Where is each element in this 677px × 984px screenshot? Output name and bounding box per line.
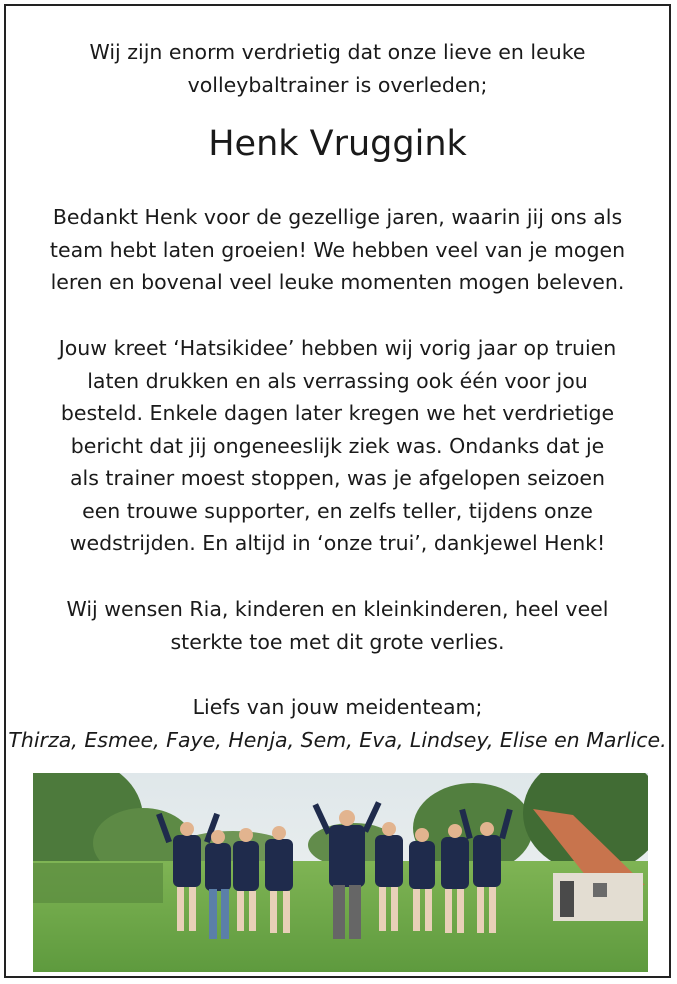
paragraph-line: sterkte toe met dit grote verlies. (170, 629, 505, 654)
story-paragraph (6, 332, 669, 560)
condolence-paragraph (6, 593, 669, 658)
paragraph-line: als trainer moest stoppen, was je afgelopen seizoen (69, 466, 606, 490)
paragraph-line: wedstrijden. En altijd in ‘onze trui’, dankjewel Henk! (69, 531, 606, 555)
paragraph-line: besteld. Enkele dagen later kregen we het verdrietige (60, 401, 615, 425)
closing-line: Liefs van jouw meidenteam; (192, 695, 483, 719)
intro-line: Wij zijn enorm verdrietig dat onze lieve en leuke (89, 40, 586, 64)
paragraph-line: Jouw kreet ‘Hatsikidee’ hebben wij vorig jaar op truien (58, 336, 617, 360)
intro-text (6, 36, 669, 101)
obituary-card (4, 4, 671, 978)
intro-line: volleybaltrainer is overleden; (187, 72, 488, 97)
paragraph-line: team hebt laten groeien! We hebben veel van je mogen (49, 237, 626, 262)
team-photo-icon (33, 773, 648, 972)
paragraph-line: bericht dat jij ongeneeslijk ziek was. Ondanks dat je (70, 433, 605, 458)
team-photo (33, 773, 648, 972)
deceased-name: Henk Vruggink (208, 124, 467, 164)
thanks-paragraph (6, 201, 669, 299)
paragraph-line: Bedankt Henk voor de gezellige jaren, waarin jij ons als (52, 205, 623, 229)
paragraph-line: leren en bovenal veel leuke momenten mogen beleven. (50, 270, 625, 294)
paragraph-line: laten drukken en als verrassing ook één voor jou (87, 368, 588, 393)
paragraph-line: een trouwe supporter, en zelfs teller, tijdens onze (82, 498, 593, 523)
paragraph-line: Wij wensen Ria, kinderen en kleinkinderen, heel veel (66, 597, 609, 621)
team-names: Thirza, Esmee, Faye, Henja, Sem, Eva, Lindsey, Elise en Marlice. (8, 727, 667, 752)
closing-block (6, 691, 669, 756)
